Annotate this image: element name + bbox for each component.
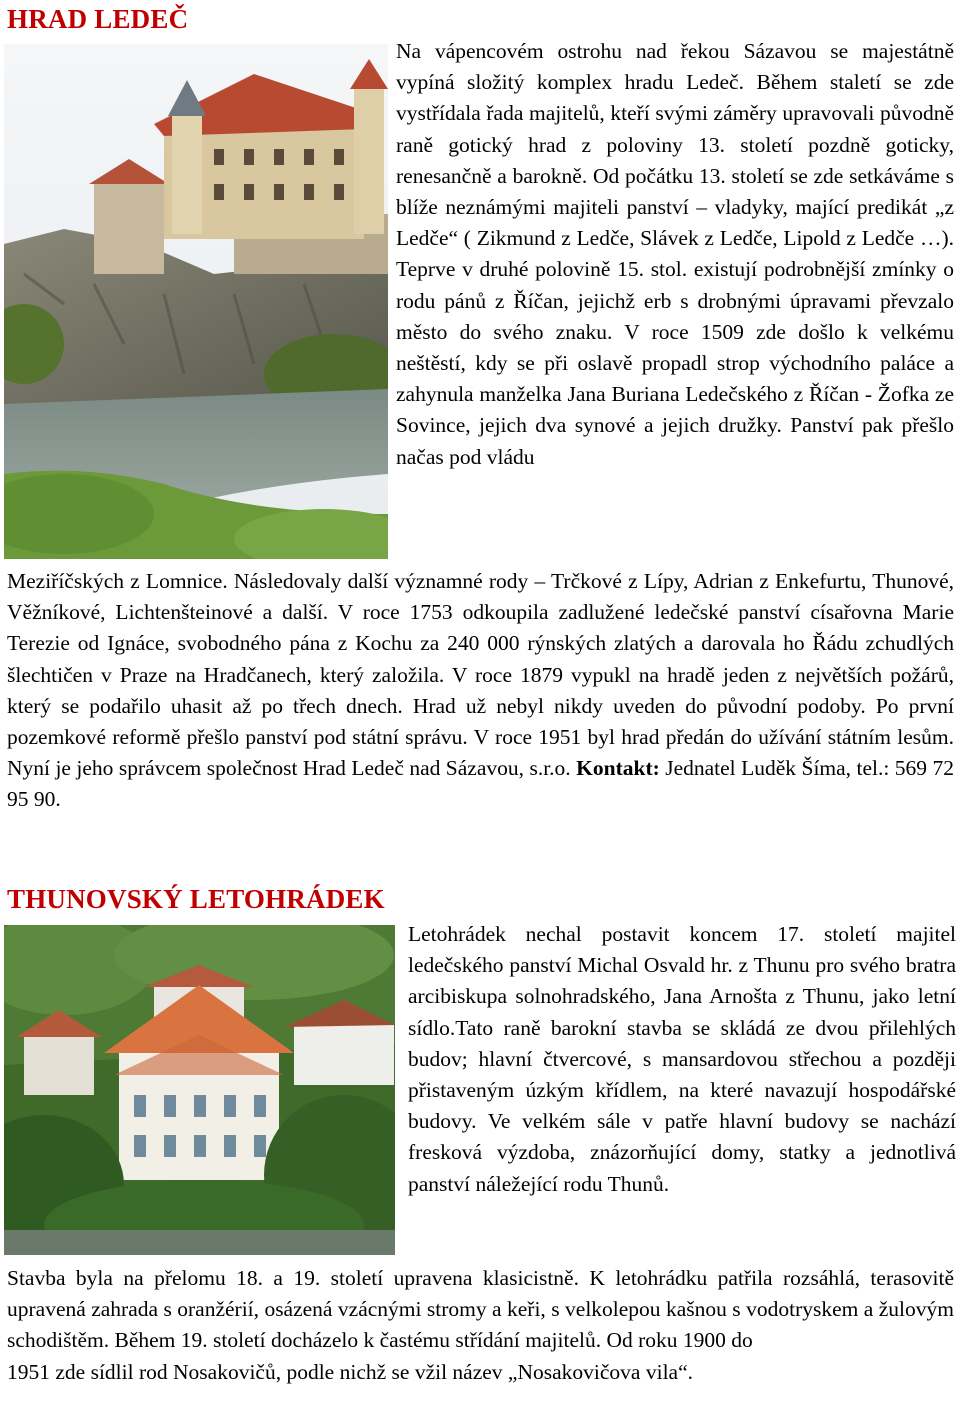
castle-history-text-right [396, 36, 954, 473]
summer-house-text-right [408, 919, 956, 1200]
paragraph: Letohrádek nechal postavit koncem 17. století majitel ledečského panství Michal Osvald hr. z Thunu pro svého bratra arcibiskupa solnohradského, Jana Arnošta z Thunu, jako letní sídlo.Tato raně barokní stavba se skládá ze dvou přilehlých budov; hlavní čtvercové, s mansardovou střechou a později přistaveným úzkým křídlem, na které navazují hospodářské budovy. Ve velkém sále v patře hlavní budovy se nachází fresková výzdoba, znázorňující domy, statky a jednotlivá panství náležející rodu Thunů. [408, 922, 956, 1196]
contact-text: Jednatel Luděk Šíma, tel.: 569 72 95 90. [7, 756, 954, 812]
paragraph [7, 566, 954, 816]
paragraph: Stavba byla na přelomu 18. a 19. století upravena klasicistně. K letohrádku patřila rozsáhlá, terasovitě upravená zahrada s oranžérií, osázená vzácnými stromy a keři, s velkolepou kašnou s vodotryskem a žulovým schodištěm. Během 19. století docházelo k častému střídání majitelů. Od roku 1900 do [7, 1266, 954, 1353]
last-line: 1951 zde sídlil rod Nosakovičů, podle nichž se vžil název „Nosakovičova vila“. [7, 1359, 694, 1384]
paragraph: Na vápencovém ostrohu nad řekou Sázavou se majestátně vypíná složitý komplex hradu Ledeč. Během staletí se zde vystřídala řada majitelů, kteří svými záměry upravovali původně raně gotický hrad z poloviny 13. století pozdně goticky, renesančně a barokně. Od počátku 13. století se zde setkáváme s blíže neznámými majiteli panství – vladyky, mající predikát „z Ledče“ ( Zikmund z Ledče, Slávek z Ledče, Lipold z Ledče …). Teprve v druhé polovině 15. stol. existují podrobnější zmínky o rodu pánů z Říčan, jejichž erb s drobnými úpravami převzalo město do svého znaku. V roce 1509 zde došlo k velkému neštěstí, kdy se při oslavě propadl strop východního paláce a zahynula manželka Jana Buriana Ledečského z Říčan - Žofka ze Sovince, jejich dva synové a jejich družky. Panství pak přešlo načas pod vládu [396, 39, 954, 469]
paragraph-text: Meziříčských z Lomnice. Následovaly další významné rody – Trčkové z Lípy, Adrian z Enkefurtu, Thunové, Věžníkové, Lichtenšteinové a další. V roce 1753 odkoupila zadlužené ledečské panství císařovna Marie Terezie od Ignáce, svobodného pána z Kochu za 240 000 rýnských zlatých a darovala ho Řádu zchudlých šlechtičen v Praze na Hradčanech, který založila. V roce 1879 vypukl na hradě jeden z největších požárů, který se podařilo uhasit až po třech dnech. Hrad už nebyl nikdy uveden do původní podoby. Po první pozemkové reformě přešlo panství pod státní správu. V roce 1951 byl hrad předán do užívání státním lesům. Nyní je jeho správcem společnost Hrad Ledeč nad Sázavou, s.r.o. [7, 569, 954, 781]
summer-house-photo [4, 925, 395, 1255]
castle-photo [4, 44, 388, 559]
section-title-summer-house: THUNOVSKÝ LETOHRÁDEK [7, 884, 385, 914]
castle-history-text-full [7, 566, 954, 816]
contact-label: Kontakt: [576, 756, 660, 781]
summer-house-text-full [7, 1263, 954, 1388]
section-title-castle: HRAD LEDEČ [7, 4, 189, 34]
